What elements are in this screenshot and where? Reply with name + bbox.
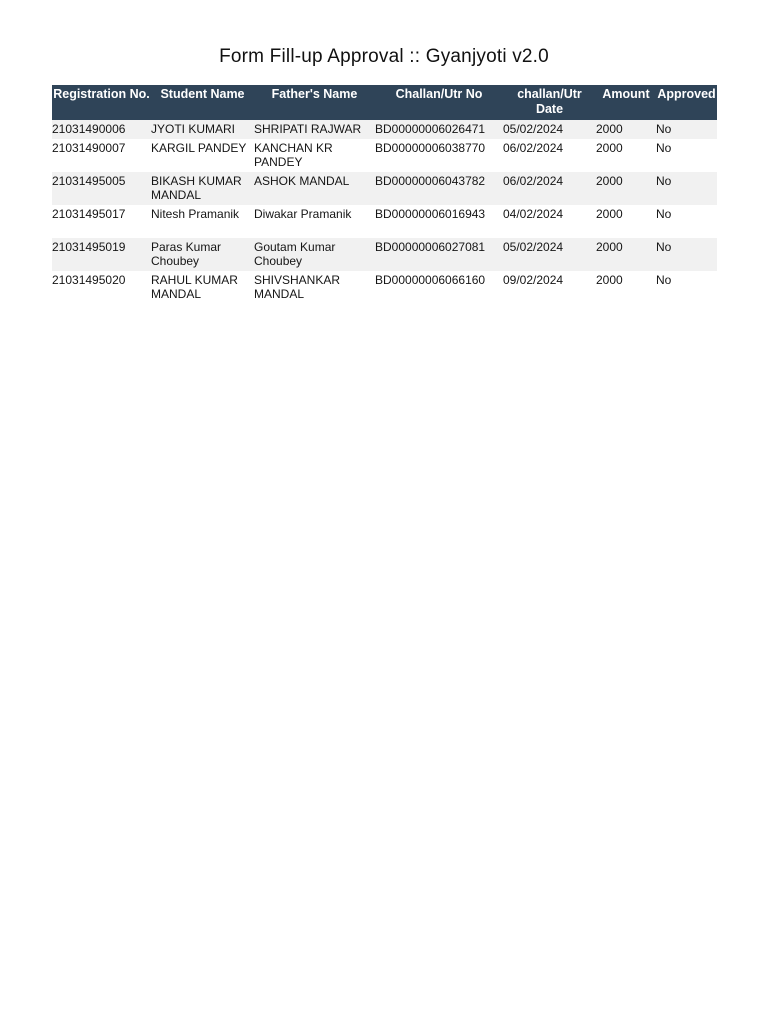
cell-challan-utr-date: 06/02/2024 (503, 172, 596, 205)
table-row (52, 172, 717, 205)
header-challan-utr-no: Challan/Utr No (375, 85, 503, 120)
cell-challan-utr-no: BD00000006026471 (375, 120, 503, 139)
cell-approved: No (656, 271, 717, 304)
header-registration-no: Registration No. (52, 85, 151, 120)
cell-challan-utr-no: BD00000006066160 (375, 271, 503, 304)
cell-registration-no: 21031495020 (52, 271, 151, 304)
cell-amount: 2000 (596, 120, 656, 139)
cell-approved: No (656, 172, 717, 205)
cell-student-name: RAHUL KUMAR MANDAL (151, 271, 254, 304)
table-row (52, 139, 717, 172)
table-row (52, 238, 717, 271)
cell-challan-utr-date: 04/02/2024 (503, 205, 596, 238)
cell-student-name: Nitesh Pramanik (151, 205, 254, 238)
cell-challan-utr-no: BD00000006016943 (375, 205, 503, 238)
cell-registration-no: 21031495019 (52, 238, 151, 271)
cell-approved: No (656, 120, 717, 139)
cell-fathers-name: Goutam Kumar Choubey (254, 238, 375, 271)
table-row (52, 120, 717, 139)
cell-student-name: JYOTI KUMARI (151, 120, 254, 139)
cell-student-name: KARGIL PANDEY (151, 139, 254, 172)
cell-approved: No (656, 139, 717, 172)
cell-approved: No (656, 205, 717, 238)
cell-registration-no: 21031495005 (52, 172, 151, 205)
cell-student-name: Paras Kumar Choubey (151, 238, 254, 271)
cell-fathers-name: SHRIPATI RAJWAR (254, 120, 375, 139)
cell-fathers-name: ASHOK MANDAL (254, 172, 375, 205)
cell-amount: 2000 (596, 205, 656, 238)
cell-registration-no: 21031495017 (52, 205, 151, 238)
cell-approved: No (656, 238, 717, 271)
cell-registration-no: 21031490006 (52, 120, 151, 139)
cell-amount: 2000 (596, 238, 656, 271)
cell-challan-utr-no: BD00000006027081 (375, 238, 503, 271)
table-row (52, 205, 717, 238)
cell-registration-no: 21031490007 (52, 139, 151, 172)
header-fathers-name: Father's Name (254, 85, 375, 120)
cell-challan-utr-date: 05/02/2024 (503, 238, 596, 271)
page-title: Form Fill-up Approval :: Gyanjyoti v2.0 (219, 46, 549, 67)
cell-student-name: BIKASH KUMAR MANDAL (151, 172, 254, 205)
cell-challan-utr-no: BD00000006038770 (375, 139, 503, 172)
cell-challan-utr-no: BD00000006043782 (375, 172, 503, 205)
cell-fathers-name: Diwakar Pramanik (254, 205, 375, 238)
header-approved: Approved (656, 85, 717, 120)
cell-fathers-name: SHIVSHANKAR MANDAL (254, 271, 375, 304)
approval-table (52, 85, 717, 304)
cell-challan-utr-date: 09/02/2024 (503, 271, 596, 304)
cell-challan-utr-date: 05/02/2024 (503, 120, 596, 139)
cell-amount: 2000 (596, 271, 656, 304)
table-header-row (52, 85, 717, 120)
cell-amount: 2000 (596, 172, 656, 205)
table-row (52, 271, 717, 304)
header-student-name: Student Name (151, 85, 254, 120)
cell-challan-utr-date: 06/02/2024 (503, 139, 596, 172)
cell-amount: 2000 (596, 139, 656, 172)
cell-fathers-name: KANCHAN KR PANDEY (254, 139, 375, 172)
header-amount: Amount (596, 85, 656, 120)
header-challan-utr-date: challan/Utr Date (503, 85, 596, 120)
